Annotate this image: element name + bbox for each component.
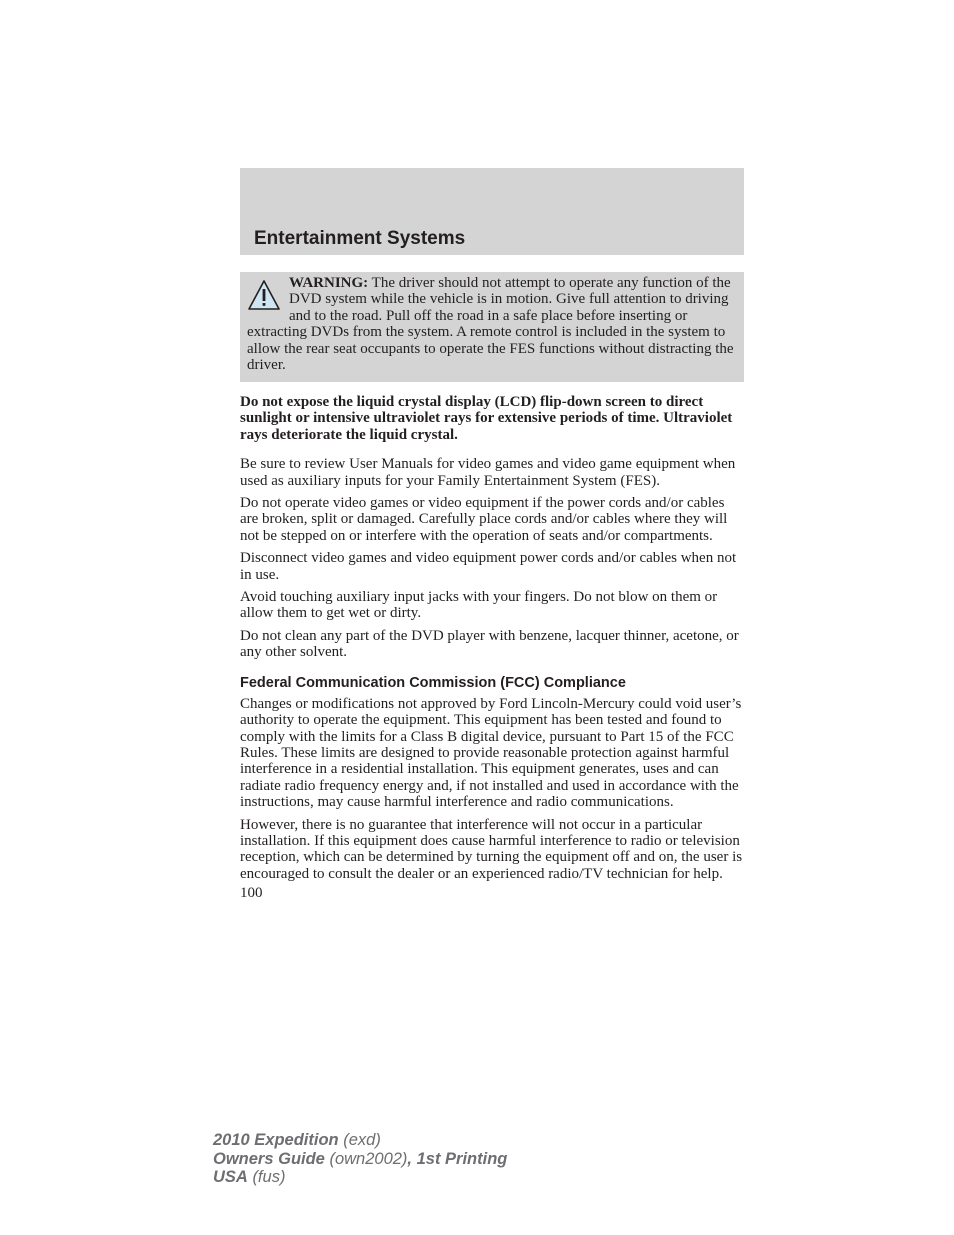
warning-text: The driver should not attempt to operate any function of the DVD system while the vehicle is in motion. Give full attention to driving and to the road. Pull off the road in a safe place before inserting or extracting DVDs from the system. A remote control is included in the system to allow the rear seat occupants to operate the FES functions without distracting the driver. (247, 275, 734, 374)
page-number: 100 (240, 885, 263, 902)
paragraph: Do not clean any part of the DVD player with benzene, lacquer thinner, acetone, or any other solvent. (240, 627, 739, 661)
footer-line-guide (213, 1150, 507, 1169)
print-footer (213, 1131, 507, 1187)
footer-model-code: (exd) (343, 1131, 381, 1149)
main-content (240, 394, 744, 901)
section-title: Entertainment Systems (254, 228, 466, 249)
footer-guide: Owners Guide (213, 1149, 325, 1168)
footer-model: 2010 Expedition (213, 1131, 339, 1149)
fcc-paragraph: Changes or modifications not approved by Ford Lincoln-Mercury could void user’s authority to operate the equipment. This equipment has been tested and found to comply with the limits for a Class B digital device, pursuant to Part 15 of the FCC Rules. These limits are designed to provide reasonable protection against harmful interference in a residential installation. This equipment generates, uses and can radiate radio frequency energy and, if not installed and used in accordance with the instructions, may cause harmful interference and radio communications. (240, 695, 742, 811)
paragraph: Avoid touching auxiliary input jacks with your fingers. Do not blow on them or allow them to get wet or dirty. (240, 589, 718, 622)
paragraph: Do not operate video games or video equipment if the power cords and/or cables are broken, split or damaged. Carefully place cords and/or cables where they will not be stepped on or interfere with the operation of seats and/or compartments. (240, 495, 728, 544)
fcc-paragraph: However, there is no guarantee that interference will not occur in a particular installation. If this equipment does cause harmful interference to radio or television reception, which can be determined by turning the equipment off and on, the user is encouraged to consult the dealer or an experienced radio/TV technician for help. (240, 816, 743, 882)
fcc-heading: Federal Communication Commission (FCC) Compliance (240, 674, 626, 691)
footer-line-market (213, 1168, 507, 1187)
warning-triangle-icon (247, 279, 281, 311)
footer-market-code: (fus) (252, 1168, 286, 1186)
warning-box (240, 272, 744, 382)
warning-label: WARNING: (289, 275, 369, 291)
footer-line-model (213, 1131, 507, 1150)
section-header-band (240, 168, 744, 255)
footer-guide-code: (own2002) (329, 1149, 408, 1168)
footer-printing: , 1st Printing (407, 1149, 508, 1168)
paragraph: Be sure to review User Manuals for video games and video game equipment when used as auxiliary inputs for your Family Entertainment System (FES). (240, 456, 736, 489)
footer-market: USA (213, 1168, 248, 1186)
lcd-caution-paragraph: Do not expose the liquid crystal display (LCD) flip-down screen to direct sunlight or intensive ultraviolet rays for extensive periods of time. Ultraviolet rays deteriorate the liquid crystal. (240, 394, 733, 443)
paragraph: Disconnect video games and video equipment power cords and/or cables when not in use. (240, 550, 737, 583)
